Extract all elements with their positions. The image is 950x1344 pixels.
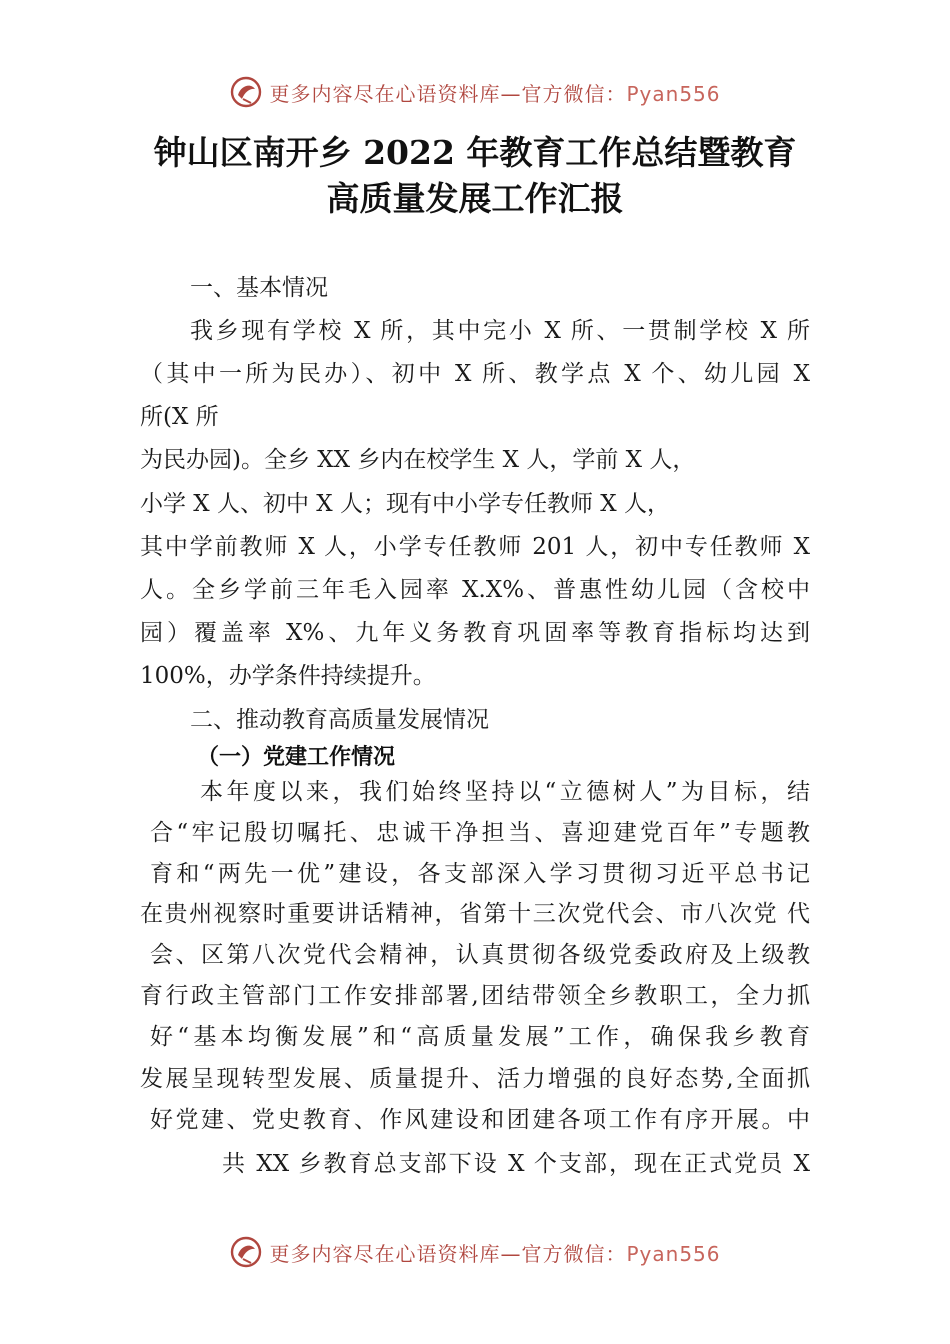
watermark-banner-top	[0, 72, 950, 112]
body-line: 园）覆盖率 X%、九年义务教育巩固率等教育指标均达到	[140, 620, 810, 646]
watermark-banner-bottom	[0, 1232, 950, 1272]
body-line: 人。全乡学前三年毛入园率 X.X%、普惠性幼儿园（含校中	[140, 577, 810, 603]
body-line: 合“牢记殷切嘱托、忠诚干净担当、喜迎建党百年”专题教	[150, 820, 810, 846]
body-line: 育行政主管部门工作安排部署,团结带领全乡教职工，全力抓	[140, 983, 810, 1009]
subsection-heading-party: （一）党建工作情况	[197, 745, 396, 770]
body-line: 好党建、党史教育、作风建设和团建各项工作有序开展。中	[150, 1107, 810, 1133]
watermark-text: 更多内容尽在心语资料库—官方微信：Pyan556	[269, 1241, 721, 1266]
section-heading-development: 二、推动教育高质量发展情况	[190, 707, 489, 733]
document-title-line-1: 钟山区南开乡 2022 年教育工作总结暨教育	[153, 133, 797, 172]
body-line: 在贵州视察时重要讲话精神，省第十三次党代会、市八次党 代	[140, 901, 810, 927]
watermark-logo-icon	[229, 75, 263, 109]
body-line: 100%，办学条件持续提升。	[140, 663, 436, 689]
body-line: 发展呈现转型发展、质量提升、活力增强的良好态势,全面抓	[140, 1066, 810, 1092]
body-line: 我乡现有学校 X 所，其中完小 X 所、一贯制学校 X 所	[190, 318, 810, 344]
body-line: 为民办园)。全乡 XX 乡内在校学生 X 人，学前 X 人，	[140, 447, 696, 473]
body-line: 所(X 所	[140, 404, 219, 430]
body-line: 本年度以来，我们始终坚持以“立德树人”为目标，结	[200, 779, 810, 805]
body-line: 会、区第八次党代会精神，认真贯彻各级党委政府及上级教	[150, 942, 810, 968]
document-title-line-2: 高质量发展工作汇报	[326, 179, 624, 218]
section-heading-basic: 一、基本情况	[190, 275, 328, 301]
body-line: 好“基本均衡发展”和“高质量发展”工作，确保我乡教育	[150, 1024, 810, 1050]
body-line: 小学 X 人、初中 X 人；现有中小学专任教师 X 人，	[140, 491, 670, 517]
body-line: （其中一所为民办）、初中 X 所、教学点 X 个、幼儿园 X	[140, 361, 810, 387]
watermark-text: 更多内容尽在心语资料库—官方微信：Pyan556	[269, 81, 721, 106]
body-line: 共 XX 乡教育总支部下设 X 个支部，现在正式党员 X	[222, 1151, 810, 1177]
watermark-logo-icon	[229, 1235, 263, 1269]
body-line: 育和“两先一优”建设，各支部深入学习贯彻习近平总书记	[150, 861, 810, 887]
body-line: 其中学前教师 X 人，小学专任教师 201 人，初中专任教师 X	[140, 534, 810, 560]
